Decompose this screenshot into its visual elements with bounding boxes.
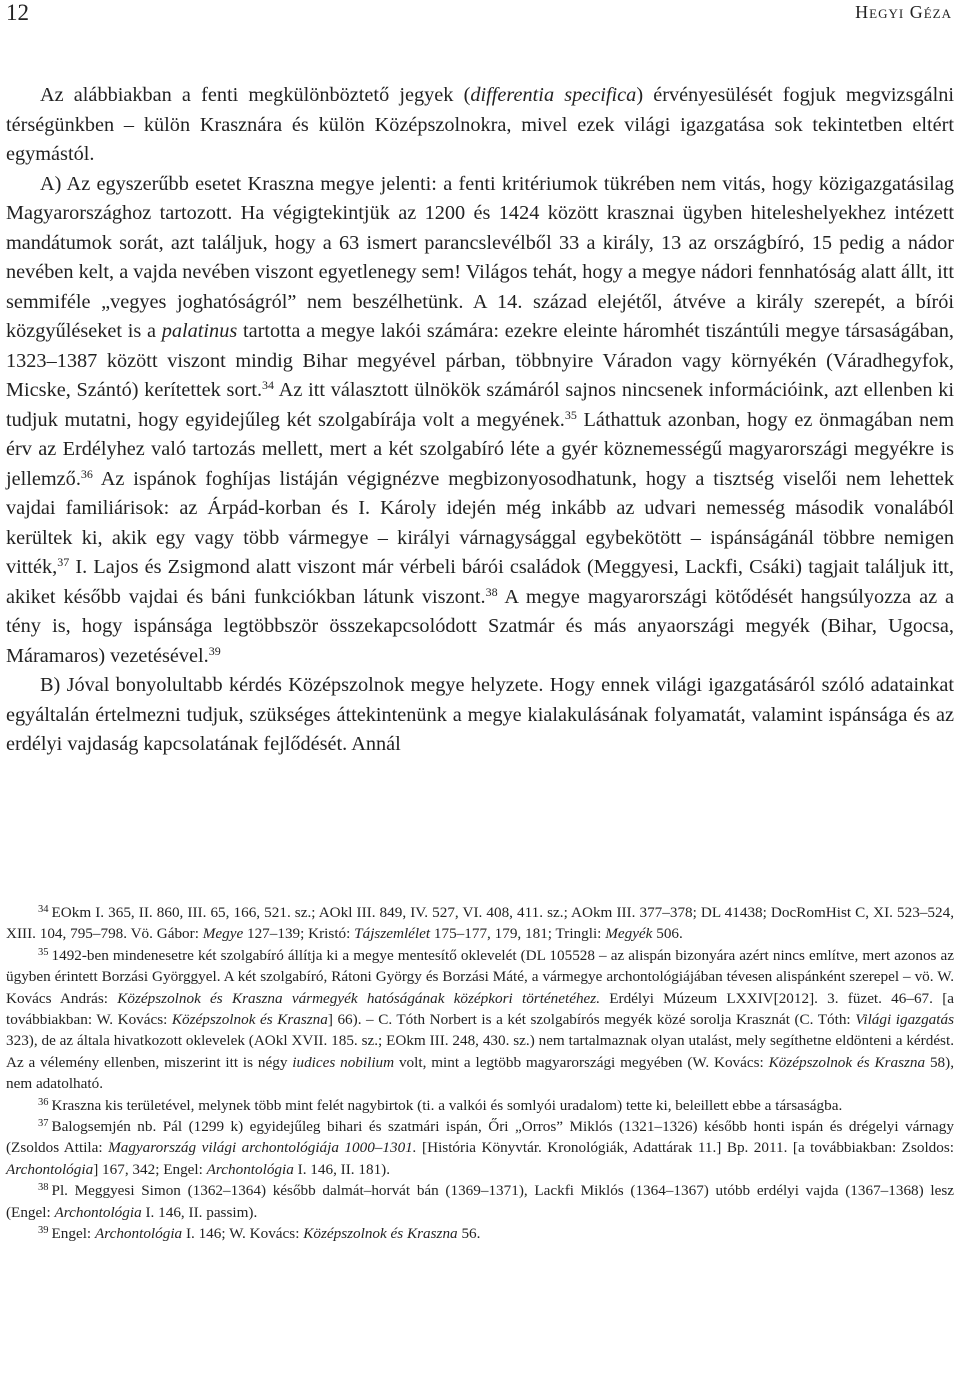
footnote-ref-37[interactable]: 37: [57, 555, 70, 569]
paragraph-kozepszolnok: B) Jóval bonyolultabb kérdés Középszolnok megye helyzete. Hogy ennek világi igazgatásáról szóló adatainkat egyáltalán értelmezni tudjuk, szükséges áttekintenünk a megye kialakulásának folyamatát, valamint ispánsága és az erdélyi vajdaság kapcsolatának fejlődését. Annál: [6, 674, 954, 755]
page-number: 12: [6, 0, 29, 25]
footnote-number: 39: [38, 1225, 49, 1237]
paragraph-intro: Az alábbiakban a fenti megkülönböztető jegyek (differentia specifica) érvényesülését fogjuk megvizsgálni térségünkben – külön Krasznára és külön Középszolnokra, mivel ezek világi igazgatása sok tekintetben eltért egymástól.: [6, 84, 955, 165]
paragraph-kraszna: A) Az egyszerűbb esetet Kraszna megye jelenti: a fenti kritériumok tükrében nem vitás, hogy közigazgatásilag Magyarországhoz tartozott. Ha végigtekintjük az 1200 és 1424 között krasznai ügyben hiteleshelyekhez intézett mandátumok sorát, azt találjuk, hogy a 63 ismert parancslevélből 33 a király, 13 az országbíró, 15 pedig a nádor nevében kelt, a vajda nevében viszont egyetlenegy sem! Világos tehát, hogy a megye nádori fennhatóság alatt állt, itt semmiféle „vegyes joghatóságról” nem beszélhetünk. A 14. század elejétől, átvéve a király szerepét, a bírói közgyűléseket is a palatinus tartotta a megye lakói számára: ezekre eleinte háromhét tiszántúli megye társaságában, 1323–1387 között viszont mindig Bihar megyével párban, többnyire Váradon vagy környékén (Váradhegyfok, Micske, Szántó) kerítettek sort.$^{34}$ Az itt választott ülnökök számáról sajnos nincsenek információink, azt ellenben ki tudjuk mutatni, hogy egyidejűleg két szolgabírája volt a megyének.$^{35}$ Láthattuk azonban, hogy ez önmagában nem érv az Erdélyhez való tartozás mellett, mert a két szolgabíró léte a gyér köznemességű magyarországi megyékre is jellemző.$^{36}$ Az ispánok foghíjas listáján végignézve megbizonyosodhatunk, hogy a tisztség viselői nem lehettek vajdai familiárisok: az Árpád-korban és I. Károly idején még inkább az udvari nemesség második vonalából kerültek ki, akik egy vagy több vármegye – királyi várnagysággal egybekötött – ispánságánál többre nemigen vitték,$^{37}$ I. Lajos és Zsigmond alatt viszont már vérbeli bárói családok (Meggyesi, Lackfi, Csáki) tagjait találjuk itt, akiket később vajdai és báni funkciókban látunk viszont.$^{38}$ A megye magyarországi kötődését hangsúlyozza az a tény is, hogy ispánsága legtöbbször összekapcsolódott Szatmár és más anyaországi megyék (Bihar, Ugocsa, Máramaros) vezetésével.$^{39}$: [6, 172, 955, 667]
footnote-number: 37: [38, 1118, 49, 1130]
footnote-ref-38[interactable]: 38: [485, 584, 498, 599]
footnote-34: $^{34}$ EOkm I. 365, II. 860, III. 65, 166, 521. sz.; AOkl III. 849, IV. 527, VI. 408, 411. sz.; AOkm III. 377–378; DL 41438; DocRomHist C, XI. 523–524, XIII. 104, 795–798. Vö. Gábor: Megye 127–139; Kristó: Tájszemlélet 175–177, 179, 181; Tringli: Megyék 506.: [6, 904, 954, 943]
footnote-ref-39[interactable]: 39: [208, 643, 221, 658]
running-head-author: Hegyi Géza: [855, 2, 952, 22]
footnote-35: $^{35}$ 1492-ben mindenesetre két szolgabíró állítja ki a megye mentesítő oklevelét (DL 105528 – az alispán bizonyára azért nincs említve, mert azonos az ügyben érintett Borzási Györggyel. A két szolgabíró, Rátoni György és Borzási Máté, a vármegye archontológiájában tévesen alispánként szerepel – vö. W. Kovács András: Középszolnok és Kraszna vármegyék hatóságának középkori történetéhez. Erdélyi Múzeum LXXIV[2012]. 3. füzet. 46–67. [a továbbiakban: W. Kovács: Középszolnok és Kraszna] 66). – C. Tóth Norbert is a két szolgabírós megyék közé sorolja Krasznát (C. Tóth: Világi igazgatás 323), de az általa hivatkozott oklevelek (AOkl XVII. 185. sz.; EOkm III. 248, 430. sz.) nem tartalmaznak olyan utalást, mely segíthetne eldönteni a kérdést. Az a vélemény ellenben, miszerint itt is négy iudices nobilium volt, mint a legtöbb magyarországi megyében (W. Kovács: Középszolnok és Kraszna 58), nem adatolható.: [6, 946, 955, 1093]
footnote-36: $^{36}$ Kraszna kis területével, melynek több mint felét nagybirtok (ti. a valkói és somlyói uradalom) tette ki, beleillett ebbe a társaságba.: [38, 1096, 843, 1114]
footnote-ref-36[interactable]: 36: [80, 466, 93, 481]
footnote-number: 34: [38, 904, 49, 915]
running-head: [6, 0, 952, 30]
footnote-37: $^{37}$ Balogsemjén nb. Pál (1299 k) egyidejűleg bihari és szatmári ispán, Őri „Orros” Miklós (1321–1326) később honti ispán és drégelyi várnagy (Zsoldos Attila: Magyarország világi archontológiája 1000–1301. [História Könyvtár. Kronológiák, Adattárak 11.] Bp. 2011. [a továbbiakban: Zsoldos: Archontológia] 167, 342; Engel: Archontológia I. 146, II. 181).: [6, 1118, 954, 1178]
footnote-number: 35: [38, 946, 49, 958]
footnote-ref-35[interactable]: 35: [564, 407, 577, 422]
footnote-ref-34[interactable]: 34: [262, 378, 275, 392]
footnotes: [6, 902, 954, 1245]
footnote-number: 36: [38, 1096, 49, 1108]
footnote-39: $^{39}$ Engel: Archontológia I. 146; W. Kovács: Középszolnok és Kraszna 56.: [38, 1225, 481, 1243]
main-text: [6, 81, 954, 760]
footnote-number: 38: [38, 1182, 49, 1194]
footnote-38: $^{38}$ Pl. Meggyesi Simon (1362–1364) később dalmát–horvát bán (1369–1371), Lackfi Miklós (1364–1367) utóbb erdélyi vajda (1367–1368) lesz (Engel: Archontológia I. 146, II. passim).: [6, 1182, 954, 1221]
